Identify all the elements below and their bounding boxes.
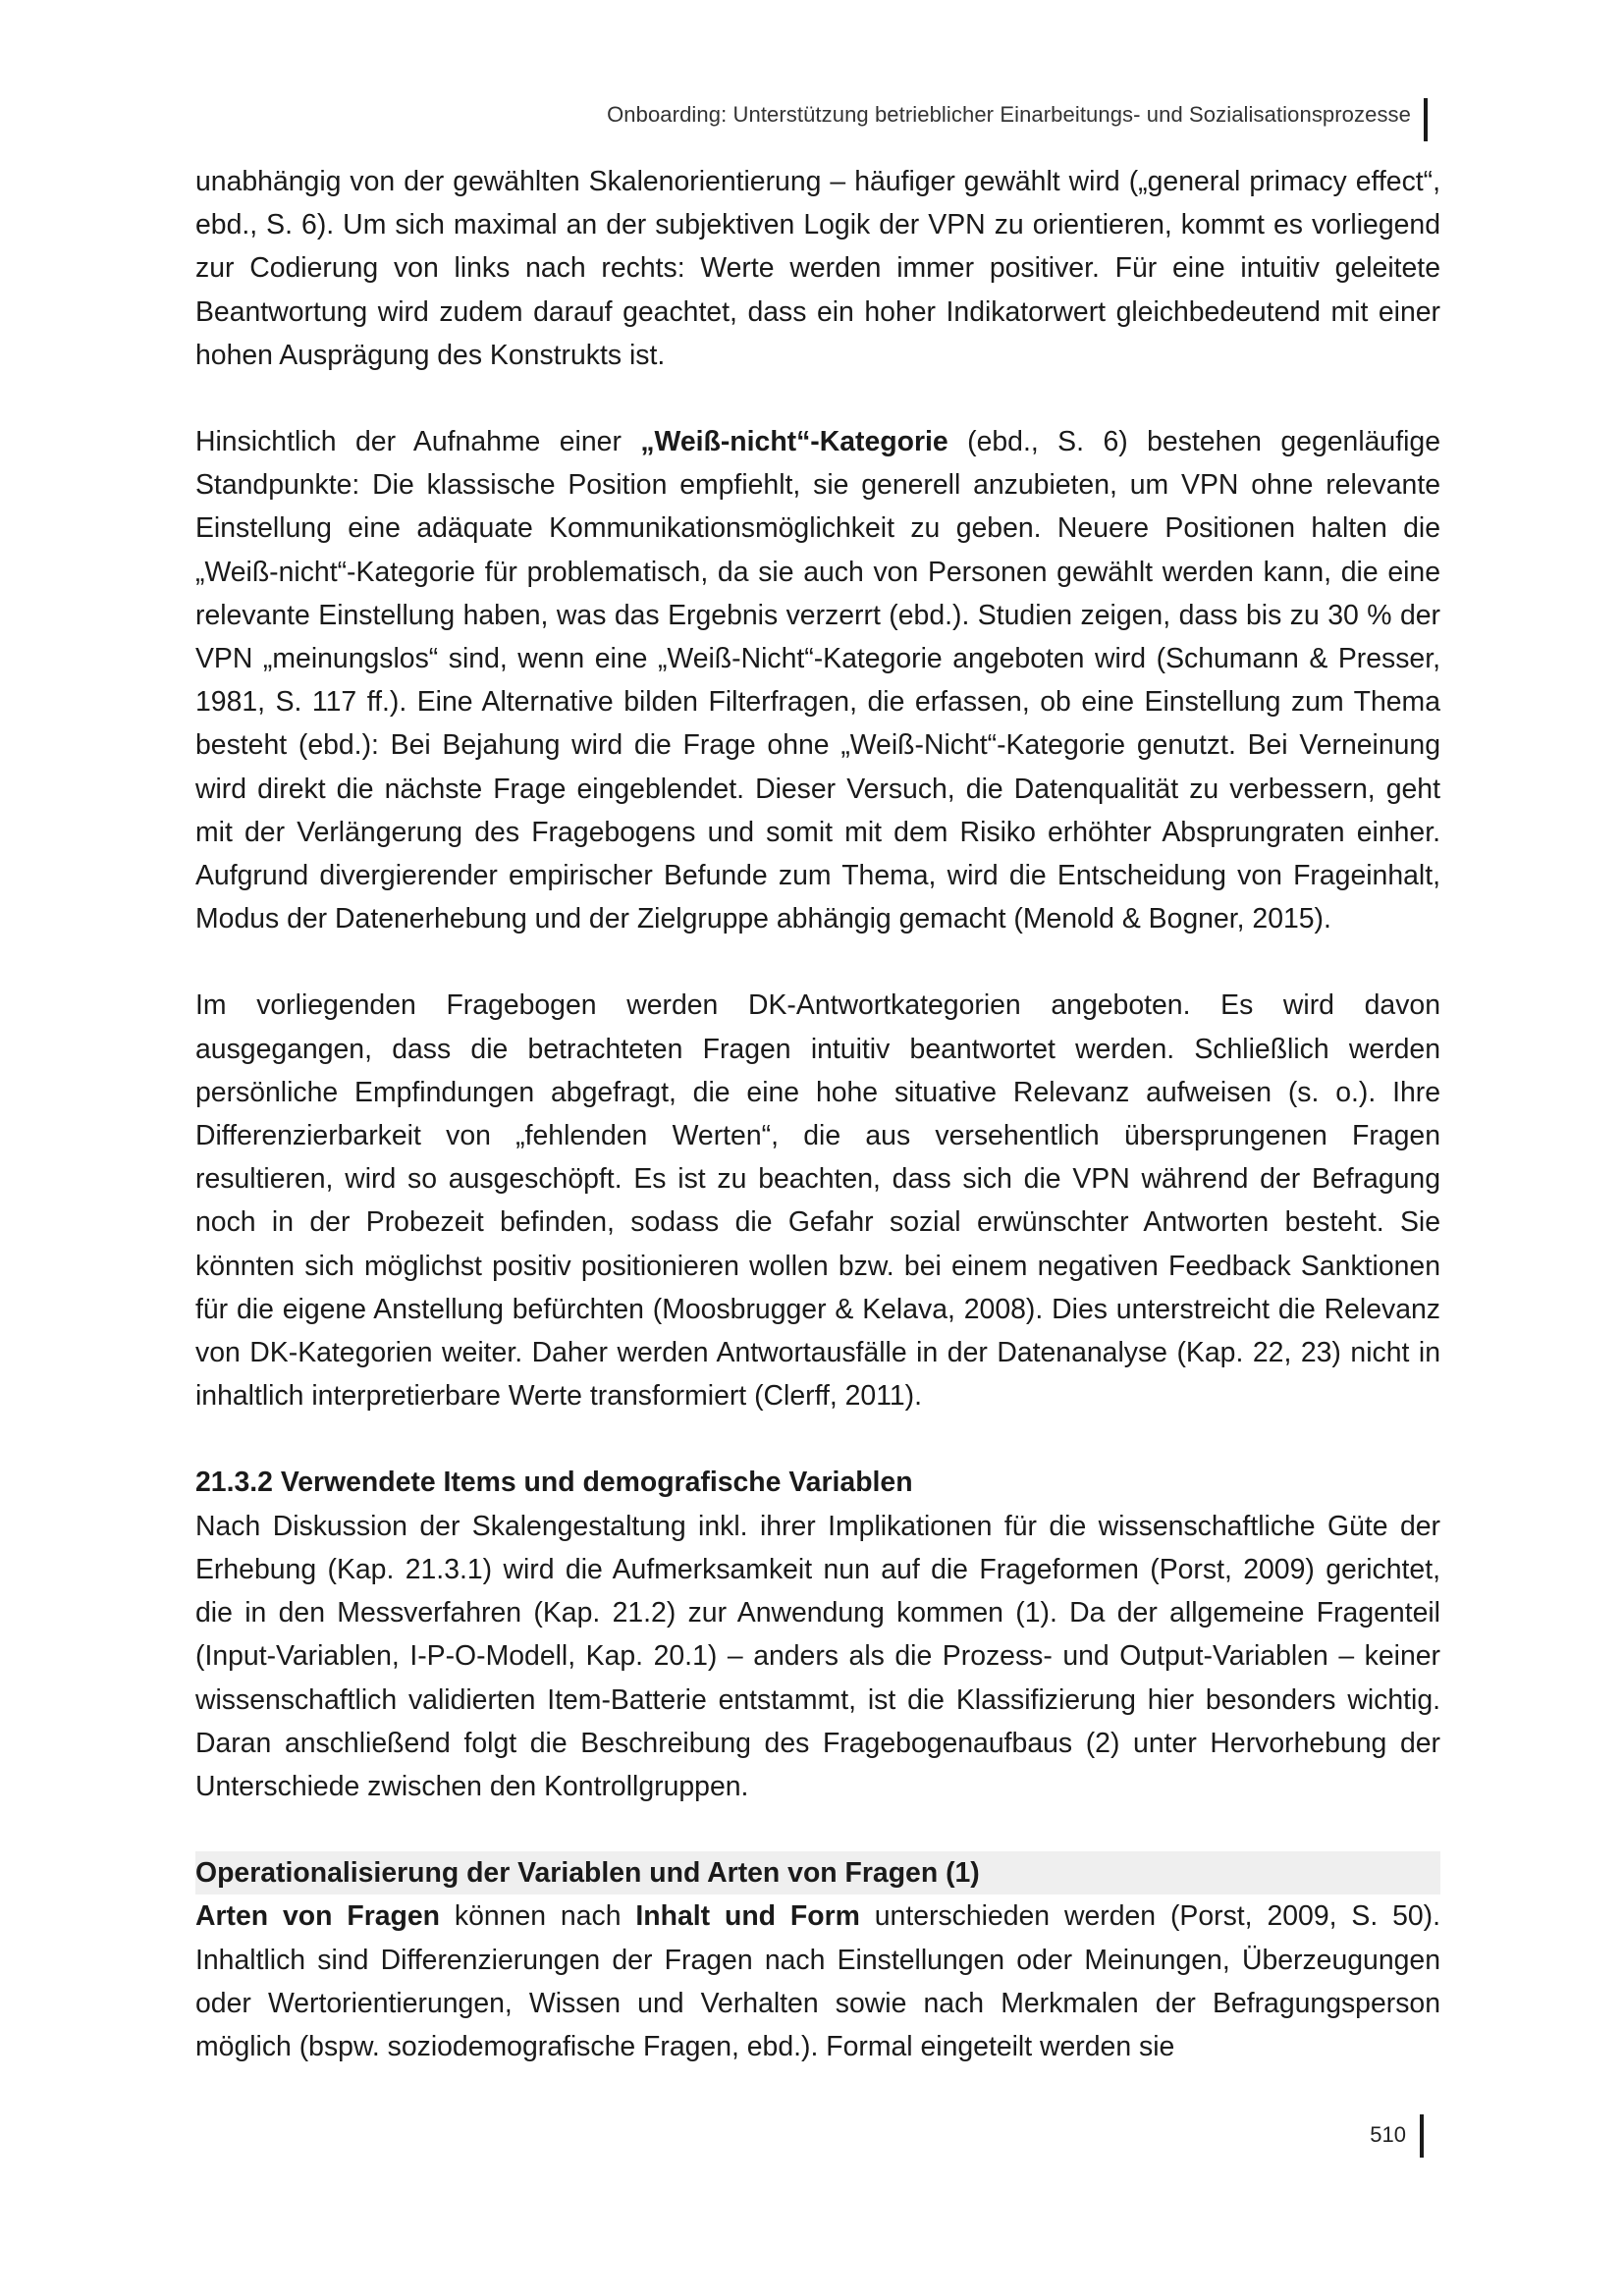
spacer bbox=[195, 1808, 1440, 1851]
term-arten-von-fragen: Arten von Fragen bbox=[195, 1900, 441, 1933]
paragraph-5 bbox=[195, 1895, 1440, 2068]
paragraph-2-text-a: Hinsichtlich der Aufnahme einer bbox=[195, 426, 641, 458]
paragraph-4: Nach Diskussion der Skalengestaltung inkl. ihrer Implikationen für die wissenschaftliche Güte der Erhebung (Kap. 21.3.1) wird die Aufmerksamkeit nun auf die Frageformen (Porst, 2009) gerichtet, die in den Messverfahren (Kap. 21.2) zur Anwendung kommen (1). Da der allgemeine Fragenteil (Input-Variablen, I-P-O-Modell, Kap. 20.1) – anders als die Prozess- und Output-Variablen – keiner wissenschaftlich validierten Item-Batterie entstammt, ist die Klassifizierung hier besonders wichtig. Daran anschließend folgt die Beschreibung des Fragebogenaufbaus (2) unter Hervorhebung der Unterschiede zwischen den Kontrollgruppen. bbox=[195, 1510, 1440, 1802]
page-body bbox=[195, 160, 1440, 2068]
running-header: Onboarding: Unterstützung betrieblicher Einarbeitungs- und Sozialisationsprozesse bbox=[607, 102, 1411, 127]
paragraph-2 bbox=[195, 420, 1440, 940]
paragraph-3: Im vorliegenden Fragebogen werden DK-Antwortkategorien angeboten. Es wird davon ausgegangen, dass die betrachteten Fragen intuitiv beantwortet werden. Schließlich werden persönliche Empfindungen abgefragt, die eine hohe situative Relevanz aufweisen (s. o.). Ihre Differenzierbarkeit von „fehlenden Werten“, die aus versehentlich übersprungenen Fragen resultieren, wird so ausgeschöpft. Es ist zu beachten, dass sich die VPN während der Befragung noch in der Probezeit befinden, sodass die Gefahr sozial erwünschter Antworten besteht. Sie könnten sich möglichst positiv positionieren wollen bzw. bei einem negativen Feedback Sanktionen für die eigene Anstellung befürchten (Moosbrugger & Kelava, 2008). Dies unterstreicht die Relevanz von DK-Kategorien weiter. Daher werden Antwortausfälle in der Datenanalyse (Kap. 22, 23) nicht in inhaltlich interpretierbare Werte transformiert (Clerff, 2011). bbox=[195, 989, 1440, 1413]
paragraph-5-text-a: können nach bbox=[440, 1900, 636, 1933]
section-heading: 21.3.2 Verwendete Items und demografische Variablen bbox=[195, 1467, 913, 1499]
term-inhalt-und-form: Inhalt und Form bbox=[635, 1900, 860, 1933]
paragraph-2-text-b: (ebd., S. 6) bestehen gegenläufige Standpunkte: Die klassische Position empfiehlt, sie generell anzubieten, um VPN ohne relevante Einstellung eine adäquate Kommunikationsmöglichkeit zu geben. Neuere Positionen halten die „Weiß-nicht“-Kategorie für problematisch, da sie auch von Personen gewählt werden kann, die eine relevante Einstellung haben, was das Ergebnis verzerrt (ebd.). Studien zeigen, dass bis zu 30 % der VPN „meinungslos“ sind, wenn eine „Weiß-Nicht“-Kategorie angeboten wird (Schumann & Presser, 1981, S. 117 ff.). Eine Alternative bilden Filterfragen, die erfassen, ob eine Einstellung zum Thema besteht (ebd.): Bei Bejahung wird die Frage ohne „Weiß-Nicht“-Kategorie genutzt. Bei Verneinung wird direkt die nächste Frage eingeblendet. Dieser Versuch, die Datenqualität zu verbessern, geht mit der Verlängerung des Fragebogens und somit mit dem Risiko erhöhter Absprungraten einher. Aufgrund divergierender empirischer Befunde zum Thema, wird die Entscheidung von Frageinhalt, Modus der Datenerhebung und der Zielgruppe abhängig gemacht (Menold & Bogner, 2015). bbox=[195, 426, 1440, 935]
page-number: 510 bbox=[1370, 2122, 1406, 2147]
footer-rule bbox=[1420, 2114, 1424, 2158]
paragraph-1: unabhängig von der gewählten Skalenorientierung – häufiger gewählt wird („general primacy effect“, ebd., S. 6). Um sich maximal an der subjektiven Logik der VPN zu orientieren, kommt es vorliegend zur Codierung von links nach rechts: Werte werden immer positiver. Für eine intuitiv geleitete Beantwortung wird zudem darauf geachtet, dass ein hoher Indikatorwert gleichbedeutend mit einer hohen Ausprägung des Konstrukts ist. bbox=[195, 166, 1440, 371]
header-rule bbox=[1424, 98, 1428, 141]
spacer bbox=[195, 940, 1440, 984]
paragraph-5-text-b: unterschieden werden (Porst, 2009, S. 50). Inhaltlich sind Differenzierungen der Fragen nach Einstellungen oder Meinungen, Überzeugungen oder Wertorientierungen, Wissen und Verhalten sowie nach Merkmalen der Befragungsperson möglich (bspw. soziodemografische Fragen, ebd.). Formal eingeteilt werden sie bbox=[195, 1900, 1441, 2062]
box-heading: Operationalisierung der Variablen und Arten von Fragen (1) bbox=[195, 1851, 1440, 1895]
spacer bbox=[195, 377, 1440, 420]
spacer bbox=[195, 1417, 1440, 1461]
weiss-nicht-term: „Weiß-nicht“-Kategorie bbox=[640, 426, 948, 458]
